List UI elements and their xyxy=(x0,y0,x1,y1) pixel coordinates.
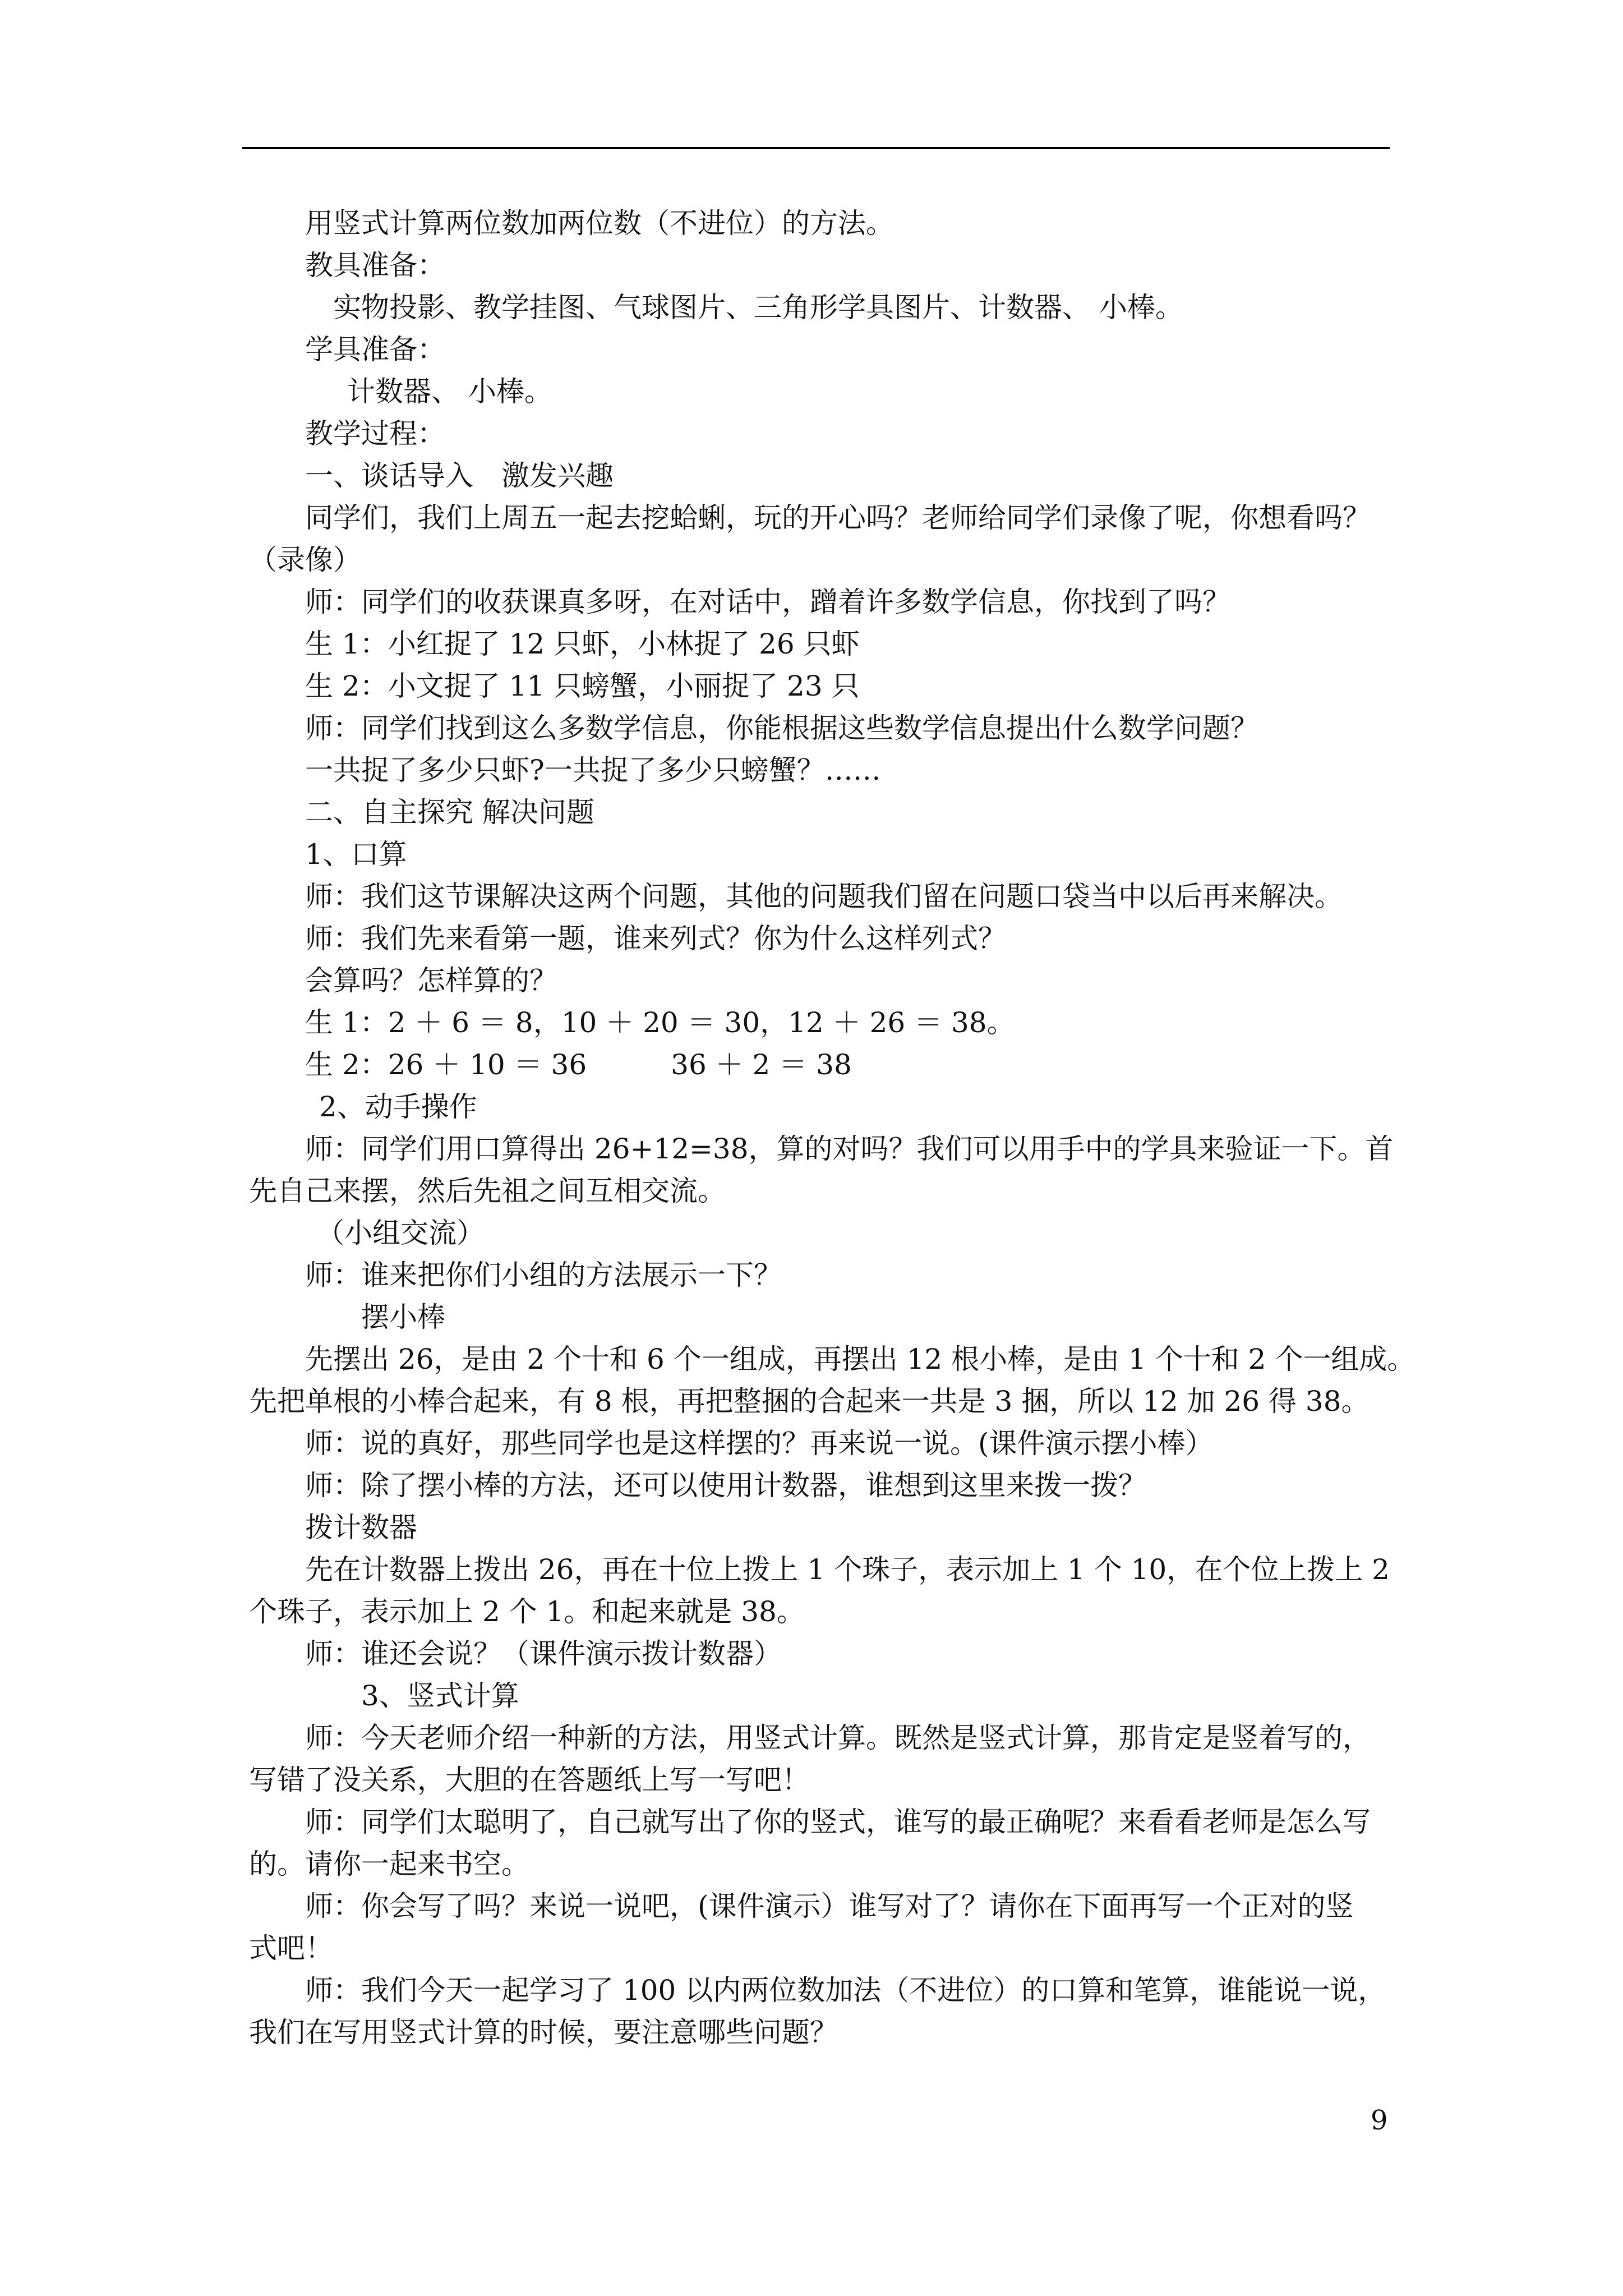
text-line: 用竖式计算两位数加两位数（不进位）的方法。 xyxy=(305,207,894,240)
text-line: 师：我们今天一起学习了 100 以内两位数加法（不进位）的口算和笔算，谁能说一说， xyxy=(305,1974,1386,2007)
text-line: 生 1：小红捉了 12 只虾，小林捉了 26 只虾 xyxy=(305,628,860,660)
text-line: 生 2：26 ＋ 10 ＝ 36 36 ＋ 2 ＝ 38 xyxy=(305,1048,852,1081)
text-line: 一共捉了多少只虾?一共捉了多少只螃蟹？…… xyxy=(305,754,881,786)
text-line: 实物投影、教学挂图、气球图片、三角形学具图片、计数器、 小棒。 xyxy=(333,291,1183,324)
text-line: 的。请你一起来书空。 xyxy=(249,1848,529,1880)
text-line: 师：同学们找到这么多数学信息，你能根据这些数学信息提出什么数学问题？ xyxy=(305,712,1258,744)
subsection-heading: 1、口算 xyxy=(305,838,407,871)
text-line: 同学们，我们上周五一起去挖蛤蜊，玩的开心吗？老师给同学们录像了呢，你想看吗？ xyxy=(305,501,1371,534)
text-line: 先在计数器上拨出 26，再在十位上拨上 1 个珠子，表示加上 1 个 10，在个位上拨上 2 xyxy=(305,1553,1390,1586)
text-line: 师：我们先来看第一题，谁来列式？你为什么这样列式？ xyxy=(305,922,1006,955)
text-line: 师：今天老师介绍一种新的方法，用竖式计算。既然是竖式计算，那肯定是竖着写的， xyxy=(305,1722,1371,1754)
text-line: （录像） xyxy=(249,544,361,576)
text-line: 生 1：2 ＋ 6 ＝ 8，10 ＋ 20 ＝ 30，12 ＋ 26 ＝ 38。 xyxy=(305,1006,1015,1039)
text-line: 师：同学们用口算得出 26+12=38，算的对吗？我们可以用手中的学具来验证一下。首 xyxy=(305,1133,1394,1165)
text-line: 式吧！ xyxy=(249,1932,333,1964)
text-line: 会算吗？怎样算的？ xyxy=(305,964,557,997)
text-line: 拨计数器 xyxy=(305,1511,417,1544)
subsection-heading: 3、竖式计算 xyxy=(361,1680,519,1712)
text-line: 计数器、 小棒。 xyxy=(347,375,552,408)
header-rule xyxy=(242,147,1390,149)
text-line: 师：同学们太聪明了，自己就写出了你的竖式，谁写的最正确呢？来看看老师是怎么写 xyxy=(305,1806,1371,1838)
text-line: 师：同学们的收获课真多呀，在对话中，蹭着许多数学信息，你找到了吗？ xyxy=(305,586,1230,618)
section-heading: 二、自主探究 解决问题 xyxy=(305,796,594,829)
text-line: 师：谁来把你们小组的方法展示一下？ xyxy=(305,1259,782,1291)
section-heading: 一、谈话导入 激发兴趣 xyxy=(305,459,614,492)
text-line: 先把单根的小棒合起来，有 8 根，再把整捆的合起来一共是 3 捆，所以 12 加 26 得 38。 xyxy=(249,1385,1370,1418)
text-line: （小组交流） xyxy=(316,1217,485,1249)
subsection-heading: 2、动手操作 xyxy=(319,1091,477,1123)
page-number: 9 xyxy=(1371,2105,1388,2136)
text-line: 师：除了摆小棒的方法，还可以使用计数器，谁想到这里来拨一拨？ xyxy=(305,1469,1146,1502)
text-line: 生 2：小文捉了 11 只螃蟹，小丽捉了 23 只 xyxy=(305,670,860,702)
text-line: 师：谁还会说？（课件演示拨计数器） xyxy=(305,1637,782,1670)
text-line: 先自己来摆，然后先祖之间互相交流。 xyxy=(249,1175,726,1207)
text-line: 先摆出 26，是由 2 个十和 6 个一组成，再摆出 12 根小棒，是由 1 个十和 2 个一组成。 xyxy=(305,1343,1415,1375)
text-line: 师：我们这节课解决这两个问题，其他的问题我们留在问题口袋当中以后再来解决。 xyxy=(305,880,1343,913)
text-line: 教具准备： xyxy=(305,249,445,282)
text-line: 写错了没关系，大胆的在答题纸上写一写吧！ xyxy=(249,1764,810,1796)
text-line: 学具准备： xyxy=(305,333,445,366)
text-line: 我们在写用竖式计算的时候，要注意哪些问题？ xyxy=(249,2016,838,2049)
text-line: 师：你会写了吗？来说一说吧，(课件演示）谁写对了？请你在下面再写一个正对的竖 xyxy=(305,1890,1354,1922)
text-line: 摆小棒 xyxy=(361,1301,445,1333)
text-line: 师：说的真好，那些同学也是这样摆的？再来说一说。(课件演示摆小棒） xyxy=(305,1427,1214,1460)
text-line: 个珠子，表示加上 2 个 1。和起来就是 38。 xyxy=(249,1595,805,1628)
text-line: 教学过程： xyxy=(305,417,445,450)
